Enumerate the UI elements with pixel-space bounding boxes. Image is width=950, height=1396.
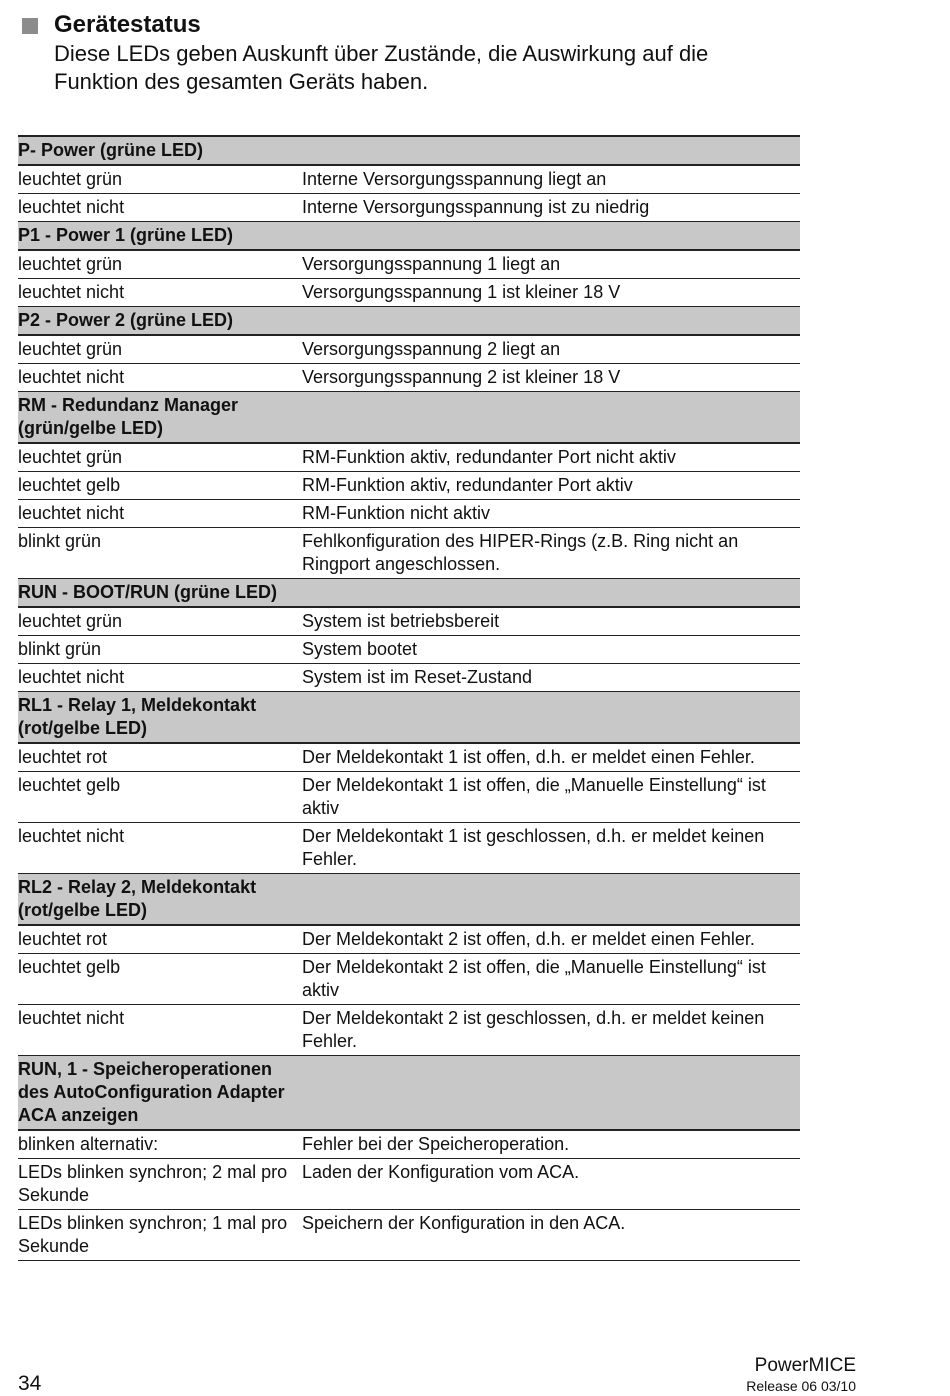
group-title: RM - Redundanz Manager (grün/gelbe LED): [18, 392, 302, 444]
group-title: RUN, 1 - Speicheroperationen des AutoConfiguration Adapter ACA anzeigen: [18, 1056, 302, 1131]
group-title: P- Power (grüne LED): [18, 136, 302, 165]
led-state: leuchtet nicht: [18, 664, 302, 692]
led-meaning: Der Meldekontakt 2 ist offen, d.h. er meldet einen Fehler.: [302, 925, 800, 954]
table-row: [18, 500, 800, 528]
group-title-empty: [302, 1056, 800, 1131]
table-row: [18, 664, 800, 692]
led-meaning: Fehlkonfiguration des HIPER-Rings (z.B. Ring nicht an Ringport angeschlossen.: [302, 528, 800, 579]
footer-info: [746, 1355, 856, 1395]
led-state: leuchtet nicht: [18, 1005, 302, 1056]
table-row: [18, 607, 800, 636]
led-state: leuchtet nicht: [18, 823, 302, 874]
group-title: RUN - BOOT/RUN (grüne LED): [18, 579, 302, 608]
table-row: [18, 250, 800, 279]
group-header-row: [18, 392, 800, 444]
table-row: [18, 1159, 800, 1210]
led-state: leuchtet grün: [18, 607, 302, 636]
led-meaning: Der Meldekontakt 1 ist offen, d.h. er meldet einen Fehler.: [302, 743, 800, 772]
led-state: leuchtet grün: [18, 443, 302, 472]
led-state: leuchtet gelb: [18, 772, 302, 823]
intro-line-2: Funktion des gesamten Geräts haben.: [54, 69, 429, 94]
table-row: [18, 364, 800, 392]
led-meaning: Versorgungsspannung 1 ist kleiner 18 V: [302, 279, 800, 307]
led-state: blinkt grün: [18, 636, 302, 664]
table-row: [18, 1210, 800, 1261]
led-meaning: RM-Funktion aktiv, redundanter Port aktiv: [302, 472, 800, 500]
group-title-empty: [302, 222, 800, 251]
led-status-table: [18, 135, 800, 1261]
group-title: RL1 - Relay 1, Meldekontakt (rot/gelbe LED): [18, 692, 302, 744]
section-intro: [54, 40, 822, 96]
led-state: leuchtet gelb: [18, 954, 302, 1005]
group-header-row: [18, 1056, 800, 1131]
led-meaning: RM-Funktion nicht aktiv: [302, 500, 800, 528]
group-title-empty: [302, 307, 800, 336]
group-title: RL2 - Relay 2, Meldekontakt (rot/gelbe LED): [18, 874, 302, 926]
table-row: [18, 443, 800, 472]
led-meaning: System ist betriebsbereit: [302, 607, 800, 636]
section-title: Gerätestatus: [54, 11, 201, 38]
table-row: [18, 472, 800, 500]
led-meaning: Versorgungsspannung 1 liegt an: [302, 250, 800, 279]
table-row: [18, 165, 800, 194]
table-row: [18, 925, 800, 954]
led-state: leuchtet nicht: [18, 194, 302, 222]
table-row: [18, 954, 800, 1005]
led-state: leuchtet nicht: [18, 279, 302, 307]
led-state: blinkt grün: [18, 528, 302, 579]
led-state: leuchtet nicht: [18, 500, 302, 528]
led-state: LEDs blinken synchron; 2 mal pro Sekunde: [18, 1159, 302, 1210]
led-meaning: System bootet: [302, 636, 800, 664]
led-meaning: Fehler bei der Speicheroperation.: [302, 1130, 800, 1159]
page-number: 34: [18, 1372, 42, 1395]
led-state: leuchtet grün: [18, 335, 302, 364]
led-state: blinken alternativ:: [18, 1130, 302, 1159]
led-state: LEDs blinken synchron; 1 mal pro Sekunde: [18, 1210, 302, 1261]
led-meaning: Versorgungsspannung 2 liegt an: [302, 335, 800, 364]
group-header-row: [18, 307, 800, 336]
led-meaning: System ist im Reset-Zustand: [302, 664, 800, 692]
intro-line-1: Diese LEDs geben Auskunft über Zustände, die Auswirkung auf die: [54, 41, 709, 66]
group-title: P1 - Power 1 (grüne LED): [18, 222, 302, 251]
led-meaning: Der Meldekontakt 2 ist geschlossen, d.h. er meldet keinen Fehler.: [302, 1005, 800, 1056]
led-state: leuchtet gelb: [18, 472, 302, 500]
group-title-empty: [302, 874, 800, 926]
group-title-empty: [302, 579, 800, 608]
group-header-row: [18, 136, 800, 165]
led-state: leuchtet grün: [18, 165, 302, 194]
led-state: leuchtet rot: [18, 925, 302, 954]
group-header-row: [18, 692, 800, 744]
table-row: [18, 772, 800, 823]
led-meaning: Der Meldekontakt 1 ist offen, die „Manuelle Einstellung“ ist aktiv: [302, 772, 800, 823]
group-header-row: [18, 874, 800, 926]
product-name: PowerMICE: [754, 1355, 856, 1376]
group-title: P2 - Power 2 (grüne LED): [18, 307, 302, 336]
led-meaning: Speichern der Konfiguration in den ACA.: [302, 1210, 800, 1261]
group-title-empty: [302, 136, 800, 165]
group-title-empty: [302, 392, 800, 444]
led-meaning: Der Meldekontakt 2 ist offen, die „Manuelle Einstellung“ ist aktiv: [302, 954, 800, 1005]
group-header-row: [18, 579, 800, 608]
led-meaning: Versorgungsspannung 2 ist kleiner 18 V: [302, 364, 800, 392]
table-row: [18, 823, 800, 874]
led-meaning: Interne Versorgungsspannung liegt an: [302, 165, 800, 194]
section-heading: [22, 10, 822, 96]
table-row: [18, 528, 800, 579]
led-state: leuchtet grün: [18, 250, 302, 279]
table-row: [18, 636, 800, 664]
led-meaning: Der Meldekontakt 1 ist geschlossen, d.h. er meldet keinen Fehler.: [302, 823, 800, 874]
led-meaning: Interne Versorgungsspannung ist zu niedrig: [302, 194, 800, 222]
square-bullet-icon: [22, 18, 38, 34]
led-state: leuchtet nicht: [18, 364, 302, 392]
group-title-empty: [302, 692, 800, 744]
table-row: [18, 1005, 800, 1056]
led-meaning: RM-Funktion aktiv, redundanter Port nicht aktiv: [302, 443, 800, 472]
group-header-row: [18, 222, 800, 251]
table-row: [18, 279, 800, 307]
table-row: [18, 1130, 800, 1159]
table-row: [18, 743, 800, 772]
table-row: [18, 194, 800, 222]
release-info: Release 06 03/10: [746, 1378, 856, 1394]
led-state: leuchtet rot: [18, 743, 302, 772]
table-row: [18, 335, 800, 364]
led-meaning: Laden der Konfiguration vom ACA.: [302, 1159, 800, 1210]
